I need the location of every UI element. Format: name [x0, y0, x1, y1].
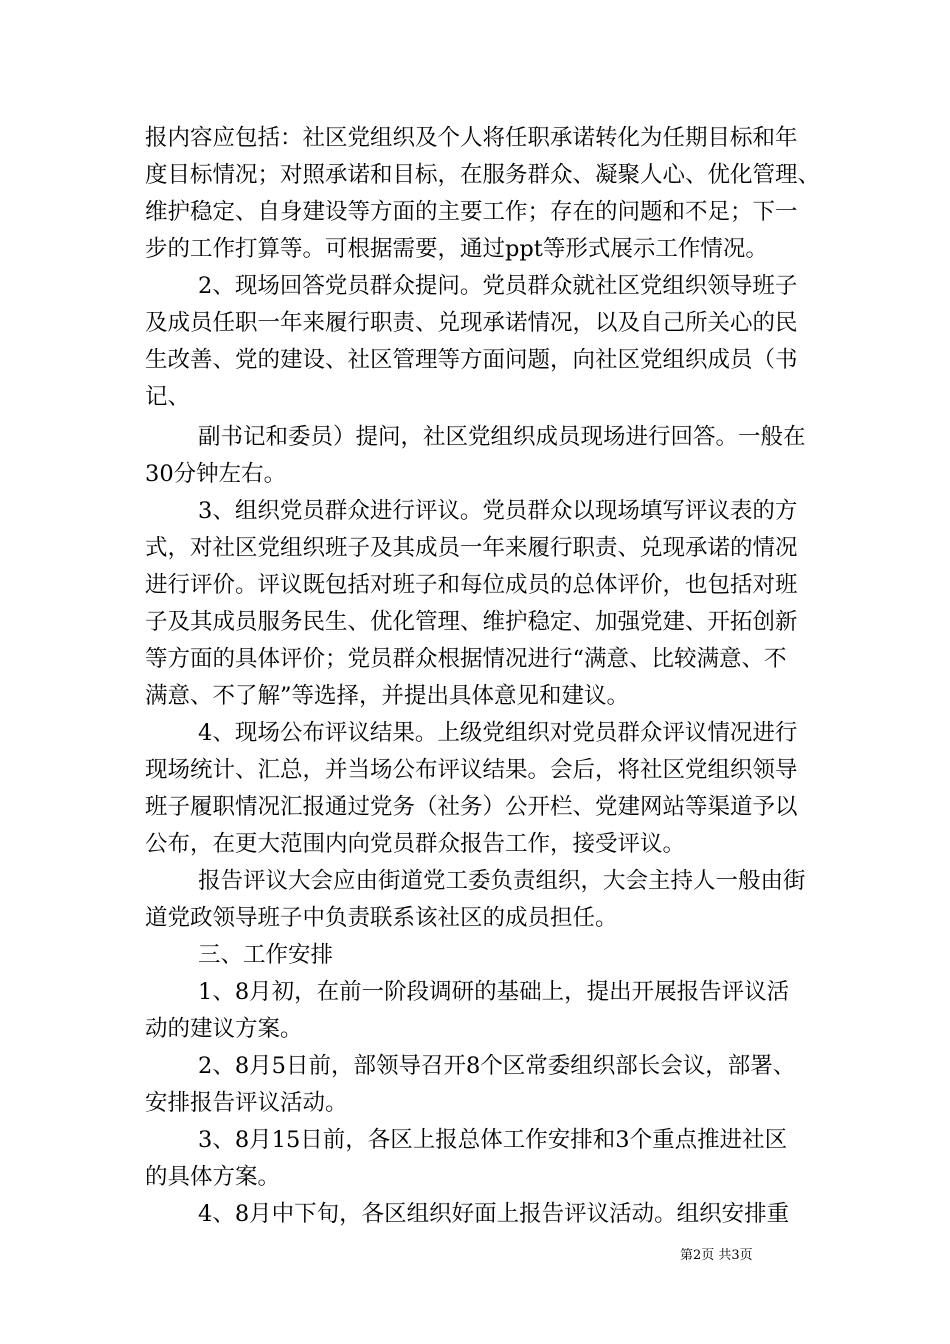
text-line: 1、8月初，在前一阶段调研的基础上，提出开展报告评议活 [198, 979, 790, 1005]
text-line: 3、组织党员群众进行评议。党员群众以现场填写评议表的方 [198, 498, 798, 524]
text-line: 公布，在更大范围内向党员群众报告工作，接受评议。 [145, 831, 686, 857]
text-line: 班子履职情况汇报通过党务（社务）公开栏、党建网站等渠道予以 [145, 794, 798, 820]
text-line: 4、现场公布评议结果。上级党组织对党员群众评议情况进行 [198, 720, 798, 746]
text-line: 的具体方案。 [145, 1164, 281, 1190]
text-line: 报告评议大会应由街道党工委负责组织，大会主持人一般由街 [198, 868, 806, 894]
text-line: 副书记和委员）提问，社区党组织成员现场进行回答。一般在 [198, 424, 806, 450]
section-heading: 三、工作安排 [198, 942, 334, 968]
text-line: 2、现场回答党员群众提问。党员群众就社区党组织领导班子 [198, 273, 798, 299]
text-line: 2、8月5日前，部领导召开8个区常委组织部长会议，部署、 [198, 1053, 796, 1079]
text-line: 步的工作打算等。可根据需要，通过ppt等形式展示工作情况。 [145, 236, 768, 262]
text-line: 30分钟左右。 [145, 461, 287, 487]
text-line: 度目标情况；对照承诺和目标，在服务群众、凝聚人心、优化管理、 [145, 162, 821, 188]
text-line: 报内容应包括：社区党组织及个人将任职承诺转化为任期目标和年 [145, 125, 798, 151]
text-line: 安排报告评议活动。 [145, 1090, 348, 1116]
text-line: 记、 [145, 384, 191, 410]
text-line: 3、8月15日前，各区上报总体工作安排和3个重点推进社区 [198, 1127, 788, 1153]
text-line: 维护稳定、自身建设等方面的主要工作；存在的问题和不足；下一 [145, 199, 798, 225]
text-line: 子及其成员服务民生、优化管理、维护稳定、加强党建、开拓创新 [145, 609, 798, 635]
page-number: 第2页 共3页 [680, 1248, 753, 1263]
text-line: 及成员任职一年来履行职责、兑现承诺情况，以及自己所关心的民 [145, 310, 798, 336]
text-line: 等方面的具体评价；党员群众根据情况进行“满意、比较满意、不 [145, 646, 787, 672]
text-line: 4、8月中下旬，各区组织好面上报告评议活动。组织安排重 [198, 1201, 790, 1227]
text-line: 满意、不了解”等选择，并提出具体意见和建议。 [145, 683, 630, 709]
text-line: 进行评价。评议既包括对班子和每位成员的总体评价，也包括对班 [145, 572, 798, 598]
text-line: 动的建议方案。 [145, 1016, 303, 1042]
text-line: 式，对社区党组织班子及其成员一年来履行职责、兑现承诺的情况 [145, 535, 798, 561]
text-line: 生改善、党的建设、社区管理等方面问题，向社区党组织成员（书 [145, 347, 798, 373]
text-line: 现场统计、汇总，并当场公布评议结果。会后，将社区党组织领导 [145, 757, 798, 783]
text-line: 道党政领导班子中负责联系该社区的成员担任。 [145, 905, 618, 931]
